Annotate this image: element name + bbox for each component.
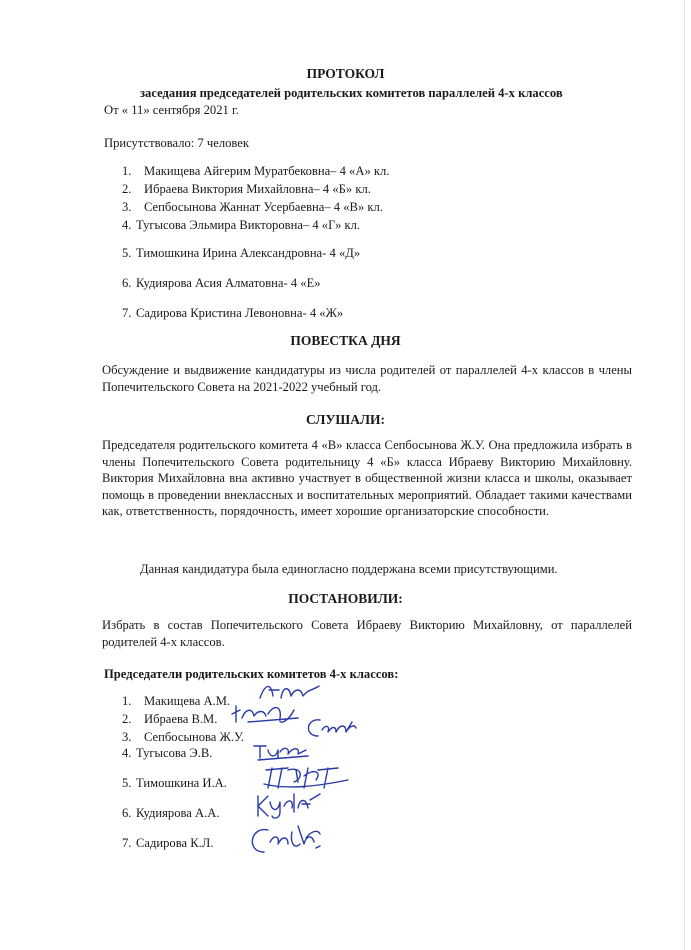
attendee-item <box>122 218 360 233</box>
list-number: 1. <box>122 694 132 708</box>
signatory-item <box>122 806 220 821</box>
attendee-name: Тимошкина Ирина Александровна- 4 «Д» <box>136 246 361 260</box>
attendee-item <box>122 246 360 261</box>
list-number: 6. <box>122 276 132 290</box>
signature-6-image <box>250 788 330 824</box>
signatory-item <box>122 776 227 791</box>
attendee-item <box>122 276 321 291</box>
signatory-name: Кудиярова А.А. <box>136 806 220 820</box>
signatory-name: Макищева А.М. <box>144 694 231 708</box>
agenda-text: Обсуждение и выдвижение кандидатуры из числа родителей от параллелей 4-х классов в члены Попечительского Совета на 2021-2022 учебный год. <box>102 363 632 394</box>
signatory-item <box>122 836 214 851</box>
signatory-item <box>122 694 230 709</box>
list-number: 7. <box>122 306 132 320</box>
signatures-heading: Председатели родительских комитетов 4-х классов: <box>104 667 399 681</box>
list-number: 1. <box>122 164 132 178</box>
attendee-name: Кудиярова Асия Алматовна- 4 «Е» <box>136 276 321 290</box>
signatory-name: Тимошкина И.А. <box>136 776 227 790</box>
list-number: 2. <box>122 182 132 196</box>
heard-heading: СЛУШАЛИ: <box>305 412 385 427</box>
list-number: 5. <box>122 776 132 790</box>
signatory-name: Садирова К.Л. <box>136 836 214 850</box>
attendance-count: Присутствовало: 7 человек <box>104 136 250 150</box>
document-date: От « 11» сентября 2021 г. <box>104 103 239 117</box>
signatory-name: Сепбосынова Ж.У. <box>144 730 244 744</box>
list-number: 2. <box>122 712 132 726</box>
attendee-item <box>122 306 343 321</box>
heard-text: Председателя родительского комитета 4 «В» класса Сепбосынова Ж.У. Она предложила избрать в члены Попечительского Совета родительницу 4 «Б» класса Ибраеву Викторию Михайловну. Виктория Михайловна вна активно участвует в общественной жизни класса и школы, оказывает помощь в проведении внеклассных и воспитательных мероприятий. Обладает такими качествами как, ответственность, порядочность, имеет хорошие организаторские способности. <box>102 438 632 518</box>
decided-heading: ПОСТАНОВИЛИ: <box>288 591 403 606</box>
list-number: 4. <box>122 746 132 760</box>
attendee-item <box>122 200 383 215</box>
agenda-heading: ПОВЕСТКА ДНЯ <box>290 333 401 348</box>
signature-7-image <box>240 820 330 860</box>
decided-text: Избрать в состав Попечительского Совета Ибраеву Викторию Михайловну, от параллелей родителей 4-х классов. <box>102 618 632 649</box>
signatory-name: Ибраева В.М. <box>144 712 218 726</box>
attendee-name: Сепбосынова Жаннат Усербаевна– 4 «В» кл. <box>144 200 383 214</box>
scan-edge-line <box>684 0 685 950</box>
document-title: ПРОТОКОЛ <box>306 66 385 81</box>
attendee-name: Ибраева Виктория Михайловна– 4 «Б» кл. <box>144 182 371 196</box>
signatory-item <box>122 746 212 761</box>
signatory-item <box>122 712 217 727</box>
list-number: 3. <box>122 200 132 214</box>
signature-4-image <box>250 738 314 762</box>
attendee-name: Макищева Айгерим Муратбековна– 4 «А» кл. <box>144 164 390 178</box>
list-number: 6. <box>122 806 132 820</box>
signatory-item <box>122 730 244 745</box>
list-number: 4. <box>122 218 132 232</box>
attendee-name: Садирова Кристина Левоновна- 4 «Ж» <box>136 306 344 320</box>
attendee-item <box>122 182 371 197</box>
attendee-item <box>122 164 389 179</box>
document-subtitle: заседания председателей родительских комитетов параллелей 4-х классов <box>140 86 563 100</box>
signature-2-image <box>228 700 308 730</box>
list-number: 3. <box>122 730 132 744</box>
list-number: 5. <box>122 246 132 260</box>
list-number: 7. <box>122 836 132 850</box>
signatory-name: Тугысова Э.В. <box>136 746 213 760</box>
attendee-name: Тугысова Эльмира Викторовна– 4 «Г» кл. <box>136 218 361 232</box>
support-text: Данная кандидатура была единогласно поддержана всеми присутствующими. <box>140 562 558 576</box>
